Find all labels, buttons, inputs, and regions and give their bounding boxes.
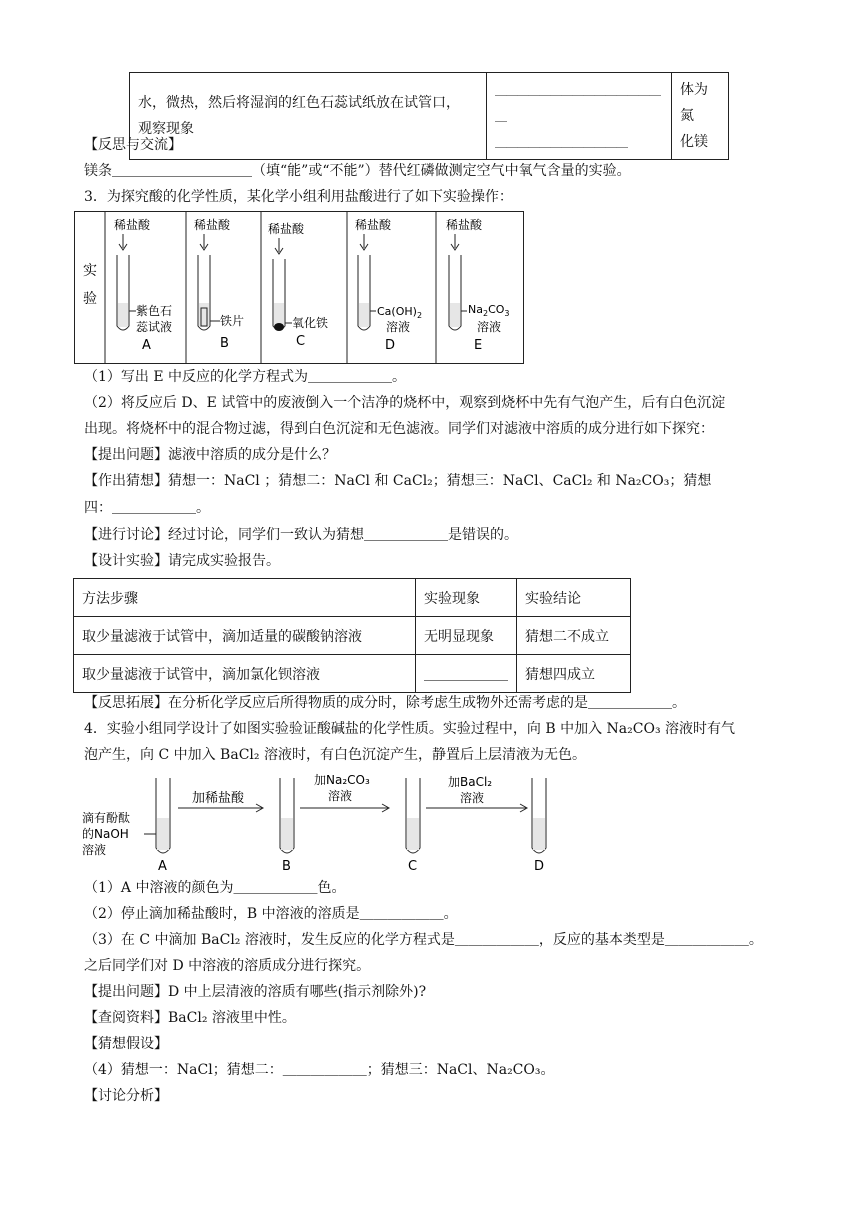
tube-e — [446, 217, 510, 353]
q4-arrow-2-label-1: 加Na₂CO₃ — [314, 773, 370, 787]
report-row-2-phenomenon: ＿＿＿＿＿＿ — [416, 655, 517, 693]
acid-label-c: 稀盐酸 — [268, 222, 305, 236]
tube-c — [268, 221, 328, 349]
q4-tube-c-label: C — [408, 859, 418, 874]
q3-part-1: （1）写出 E 中反应的化学方程式为＿＿＿＿＿＿。 — [84, 369, 407, 385]
report-row-1-conclusion: 猜想二不成立 — [517, 617, 631, 655]
top-cell-conclusion-l1: 体为氮 — [680, 82, 708, 124]
top-cell-method — [130, 73, 487, 160]
report-row — [74, 617, 631, 655]
reflect-text: 镁条＿＿＿＿＿＿＿＿＿＿（填“能”或“不能”）替代红磷做测定空气中氧气含量的实验。 — [84, 163, 631, 179]
q3-intro: 3．为探究酸的化学性质，某化学小组利用盐酸进行了如下实验操作： — [84, 189, 513, 205]
q4-tube-c — [406, 778, 420, 874]
top-cell-conclusion — [672, 73, 729, 160]
q3-ask: 【提出问题】滤液中溶质的成分是什么？ — [84, 447, 336, 463]
tube-e-text-1: $Na_2CO_3$ — [468, 303, 510, 318]
tube-e-text-2: 溶液 — [477, 320, 502, 334]
q4-analysis-heading: 【讨论分析】 — [84, 1088, 168, 1104]
q3-guess-line-1: 【作出猜想】猜想一：NaCl ；猜想二：NaCl 和 CaCl₂；猜想三：NaCl、CaCl₂ 和 Na₂CO₃；猜想 — [84, 473, 712, 489]
q4-left-label-2: 的NaOH — [82, 827, 129, 841]
q3-discuss: 【进行讨论】经过讨论，同学们一致认为猜想＿＿＿＿＿＿是错误的。 — [84, 527, 518, 543]
q3-row-label-1: 实 — [83, 263, 97, 279]
top-cell-blank-l1: ＿＿＿＿＿＿＿＿＿＿＿＿＿＿＿＿ — [495, 83, 661, 123]
tube-b-label: B — [220, 336, 229, 351]
q3-row-label-2: 验 — [83, 291, 97, 307]
q4-left-label-3: 溶液 — [82, 843, 107, 857]
q4-tube-d-label: D — [534, 859, 545, 874]
tube-e-label: E — [474, 338, 483, 353]
q4-part-3: （3）在 C 中滴加 BaCl₂ 溶液时，发生反应的化学方程式是＿＿＿＿＿＿，反应的基本类型是＿＿＿＿＿＿。 — [84, 932, 763, 948]
tube-a-label: A — [142, 338, 151, 353]
q4-tube-b-label: B — [282, 859, 291, 874]
top-cell-conclusion-l2: 化镁 — [680, 134, 708, 150]
report-row-2-conclusion: 猜想四成立 — [517, 655, 631, 693]
report-header-row — [74, 579, 631, 617]
q4-intro-line-2: 泡产生，向 C 中加入 BaCl₂ 溶液时，有白色沉淀产生，静置后上层清液为无色。 — [84, 747, 586, 763]
q4-part-2: （2）停止滴加稀盐酸时，B 中溶液的溶质是＿＿＿＿＿＿。 — [84, 906, 458, 922]
tube-d — [355, 217, 422, 353]
report-header-phenomenon: 实验现象 — [416, 579, 517, 617]
top-table — [129, 72, 729, 160]
q3-design: 【设计实验】请完成实验报告。 — [84, 553, 280, 569]
q4-arrow-1-label: 加稀盐酸 — [192, 791, 245, 806]
report-table — [73, 578, 631, 693]
q4-part-1: （1）A 中溶液的颜色为＿＿＿＿＿＿色。 — [84, 880, 346, 896]
tube-a-text-1: 紫色石 — [136, 304, 173, 318]
q4-arrow-3-label-2: 溶液 — [460, 791, 485, 805]
acid-label-a: 稀盐酸 — [114, 218, 151, 232]
q3-extend: 【反思拓展】在分析化学反应后所得物质的成分时，除考虑生成物外还需考虑的是＿＿＿＿＿＿。 — [84, 695, 686, 711]
tube-b — [194, 217, 244, 351]
q3-part-2-line-1: （2）将反应后 D、E 试管中的废液倒入一个洁净的烧杯中，观察到烧杯中先有气泡产生，后有白色沉淀 — [84, 395, 726, 411]
tube-d-text-2: 溶液 — [386, 320, 411, 334]
reflect-heading: 【反思与交流】 — [84, 137, 182, 153]
report-row-2-method: 取少量滤液于试管中，滴加氯化钡溶液 — [74, 655, 416, 693]
q4-tube-d — [532, 778, 546, 874]
tube-a — [114, 217, 172, 353]
tube-b-text: 铁片 — [220, 314, 245, 328]
q3-part-2-line-2: 出现。将烧杯中的混合物过滤，得到白色沉淀和无色滤液。同学们对滤液中溶质的成分进行如下探究： — [84, 421, 714, 437]
tube-c-label: C — [296, 334, 306, 349]
q4-arrow-3-label-1: 加BaCl₂ — [448, 775, 493, 789]
q4-left-label-1: 滴有酚酞 — [82, 811, 131, 825]
q4-hypothesis-heading: 【猜想假设】 — [84, 1036, 168, 1052]
acid-label-e: 稀盐酸 — [446, 218, 483, 232]
top-cell-method-l2: 观察现象 — [138, 121, 194, 137]
report-row-1-phenomenon: 无明显现象 — [416, 617, 517, 655]
q3-experiment-figure — [74, 211, 524, 364]
report-header-method: 方法步骤 — [74, 579, 416, 617]
tube-d-label: D — [385, 338, 396, 353]
report-header-conclusion: 实验结论 — [517, 579, 631, 617]
q4-arrow-2-label-2: 溶液 — [328, 789, 353, 803]
report-row-1-method: 取少量滤液于试管中，滴加适量的碳酸钠溶液 — [74, 617, 416, 655]
tube-a-text-2: 蕊试液 — [136, 320, 173, 334]
q3-guess-line-2: 四：＿＿＿＿＿＿。 — [84, 500, 210, 516]
acid-label-d: 稀盐酸 — [355, 218, 392, 232]
q4-tube-b — [280, 778, 294, 874]
top-cell-blank-l2: ＿＿＿＿＿＿＿＿＿＿＿＿ — [495, 135, 628, 149]
q4-intro-line-1: 4．实验小组同学设计了如图实验验证酸碱盐的化学性质。实验过程中，向 B 中加入 Na₂CO₃ 溶液时有气 — [84, 721, 736, 737]
q4-tube-a-label: A — [158, 859, 167, 874]
top-cell-method-l1: 水，微热，然后将湿润的红色石蕊试纸放在试管口， — [138, 95, 460, 111]
q4-lookup: 【查阅资料】BaCl₂ 溶液里中性。 — [84, 1010, 296, 1026]
q4-part-4: （4）猜想一：NaCl；猜想二：＿＿＿＿＿＿；猜想三：NaCl、Na₂CO₃。 — [84, 1062, 555, 1078]
q4-tube-a — [156, 778, 170, 874]
q4-ask: 【提出问题】D 中上层清液的溶质有哪些(指示剂除外)? — [84, 984, 427, 1000]
q4-part-3-followup: 之后同学们对 D 中溶液的溶质成分进行探究。 — [84, 958, 371, 974]
q4-experiment-figure — [82, 770, 562, 876]
tube-c-text: 氧化铁 — [292, 316, 329, 330]
tube-d-text-1: $Ca(OH)_2$ — [377, 305, 423, 320]
report-row — [74, 655, 631, 693]
acid-label-b: 稀盐酸 — [194, 218, 231, 232]
top-cell-blank — [487, 73, 672, 160]
